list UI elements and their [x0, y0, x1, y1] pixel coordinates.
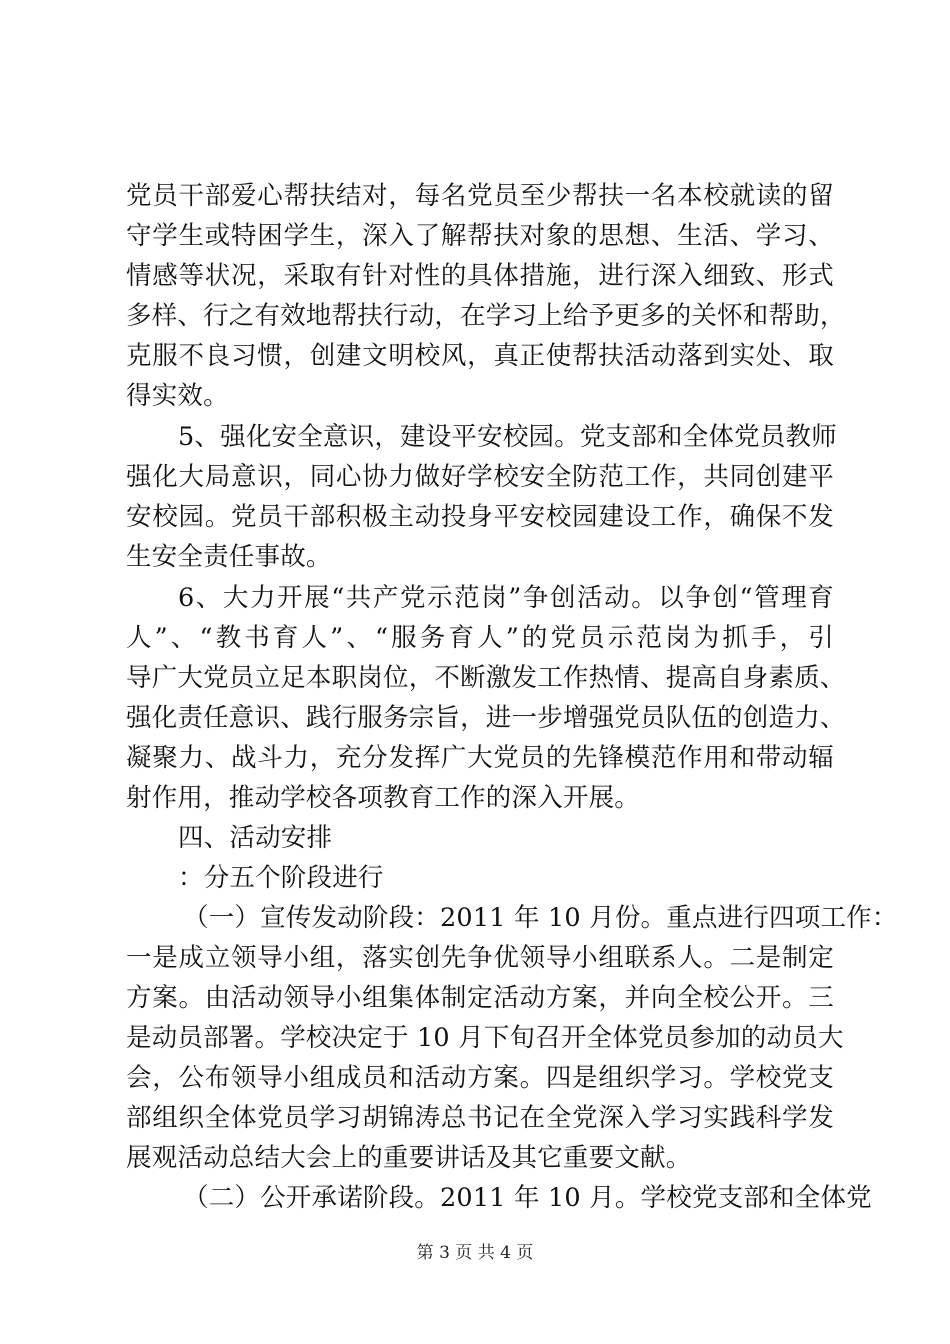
page-number-footer: 第 3 页 共 4 页: [416, 1243, 534, 1263]
body-line: 守学生或特困学生，深入了解帮扶对象的思想、生活、学习、: [126, 221, 834, 251]
section-heading: 四、活动安排: [178, 823, 333, 853]
body-line: 强化责任意识、践行服务宗旨，进一步增强党员队伍的创造力、: [126, 703, 846, 733]
body-line: 多样、行之有效地帮扶行动，在学习上给予更多的关怀和帮助，: [126, 301, 846, 331]
body-line: 强化大局意识，同心协力做好学校安全防范工作，共同创建平: [126, 462, 834, 492]
body-line: 凝聚力、战斗力，充分发挥广大党员的先锋模范作用和带动辐: [126, 743, 834, 773]
body-line: 得实效。: [126, 381, 229, 411]
body-line: 5、强化安全意识，建设平安校园。党支部和全体党员教师: [178, 422, 837, 452]
body-line: 部组织全体党员学习胡锦涛总书记在全党深入学习实践科学发: [126, 1103, 834, 1133]
body-line: （一）宣传发动阶段：2011 年 10 月份。重点进行四项工作：: [183, 903, 898, 933]
body-line: 生安全责任事故。: [126, 542, 332, 572]
body-line: 安校园。党员干部积极主动投身平安校园建设工作，确保不发: [126, 502, 834, 532]
body-line: 6、大力开展“共产党示范岗”争创活动。以争创“管理育: [178, 583, 834, 613]
body-line: （二）公开承诺阶段。2011 年 10 月。学校党支部和全体党: [183, 1183, 872, 1213]
body-line: 会，公布领导小组成员和活动方案。四是组织学习。学校党支: [126, 1063, 834, 1093]
body-line: 党员干部爱心帮扶结对，每名党员至少帮扶一名本校就读的留: [126, 181, 834, 211]
body-line: 一是成立领导小组，落实创先争优领导小组联系人。二是制定: [126, 943, 834, 973]
body-line: 人”、“教书育人”、“服务育人”的党员示范岗为抓手，引: [126, 623, 834, 653]
body-line: 是动员部署。学校决定于 10 月下旬召开全体党员参加的动员大: [126, 1023, 844, 1053]
body-line: 方案。由活动领导小组集体制定活动方案，并向全校公开。三: [126, 983, 834, 1013]
body-line: 导广大党员立足本职岗位，不断激发工作热情、提高自身素质、: [126, 663, 846, 693]
body-line: 克服不良习惯，创建文明校风，真正使帮扶活动落到实处、取: [126, 341, 834, 371]
body-line: 射作用，推动学校各项教育工作的深入开展。: [126, 783, 641, 813]
body-line: 情感等状况，采取有针对性的具体措施，进行深入细致、形式: [126, 261, 834, 291]
body-line: 展观活动总结大会上的重要讲话及其它重要文献。: [126, 1143, 692, 1173]
body-line: ：分五个阶段进行: [178, 863, 384, 893]
